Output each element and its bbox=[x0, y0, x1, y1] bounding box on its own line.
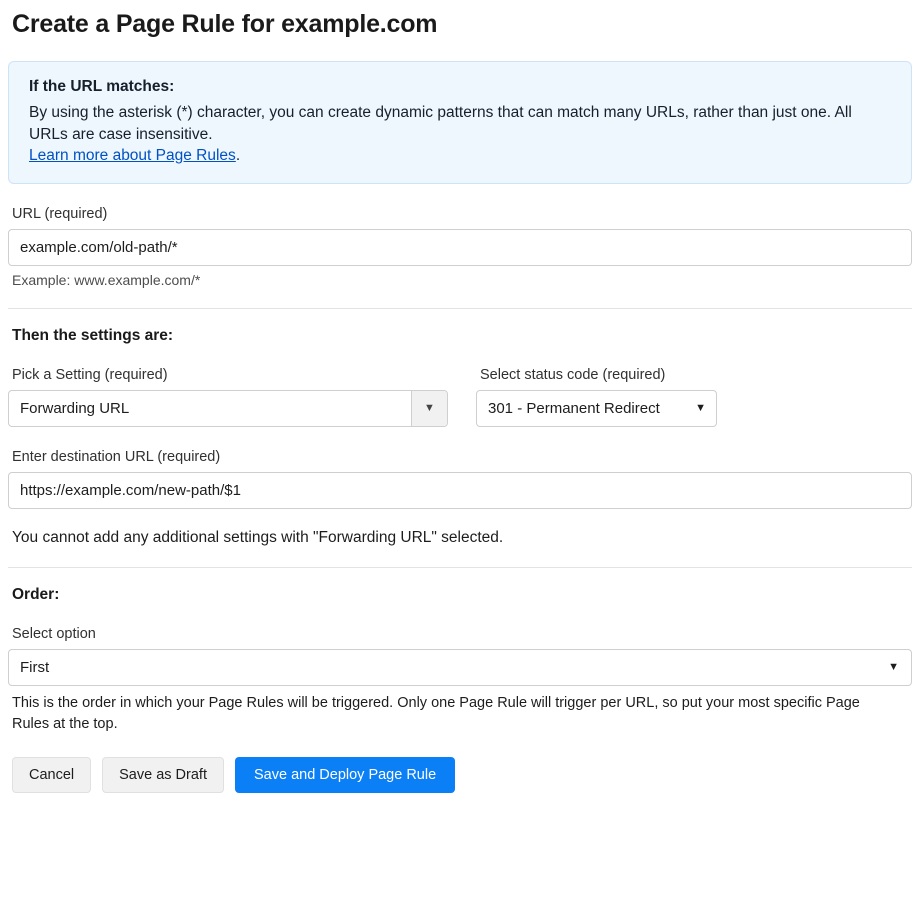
setting-column bbox=[8, 345, 448, 427]
url-example-hint: Example: www.example.com/* bbox=[12, 271, 201, 288]
destination-url-input[interactable]: https://example.com/new-path/$1 bbox=[8, 472, 912, 509]
pick-a-setting-value: Forwarding URL bbox=[20, 399, 130, 417]
order-select-value: First bbox=[20, 658, 50, 676]
order-select-label: Select option bbox=[12, 625, 96, 642]
settings-heading: Then the settings are: bbox=[12, 326, 174, 344]
chevron-down-icon: ▼ bbox=[888, 661, 899, 674]
cancel-button[interactable]: Cancel bbox=[12, 757, 91, 793]
url-match-callout bbox=[8, 61, 912, 184]
page-title: Create a Page Rule for example.com bbox=[12, 10, 438, 38]
save-and-deploy-button[interactable]: Save and Deploy Page Rule bbox=[235, 757, 455, 793]
callout-title: If the URL matches: bbox=[29, 78, 175, 95]
divider-order bbox=[8, 567, 912, 568]
status-code-select[interactable] bbox=[476, 390, 717, 427]
setting-label: Pick a Setting (required) bbox=[12, 366, 168, 383]
chevron-down-icon: ▼ bbox=[695, 402, 706, 415]
status-code-label: Select status code (required) bbox=[480, 366, 666, 383]
order-hint: This is the order in which your Page Rules will be triggered. Only one Page Rule will trigger per URL, so put your most specific Page Rules at the top. bbox=[12, 694, 860, 732]
url-field-label: URL (required) bbox=[12, 205, 108, 222]
url-input[interactable]: example.com/old-path/* bbox=[8, 229, 912, 266]
chevron-down-icon[interactable]: ▼ bbox=[411, 391, 447, 426]
divider-settings bbox=[8, 308, 912, 309]
settings-row bbox=[8, 345, 912, 427]
order-select[interactable] bbox=[8, 649, 912, 686]
save-as-draft-button[interactable]: Save as Draft bbox=[102, 757, 224, 793]
status-column bbox=[476, 345, 876, 427]
callout-link-suffix: . bbox=[235, 146, 241, 164]
order-heading: Order: bbox=[12, 585, 60, 603]
pick-a-setting-select[interactable] bbox=[8, 390, 448, 427]
form-actions bbox=[12, 757, 912, 793]
destination-url-label: Enter destination URL (required) bbox=[12, 448, 221, 465]
status-code-value: 301 - Permanent Redirect bbox=[488, 399, 660, 417]
callout-body: By using the asterisk (*) character, you can create dynamic patterns that can match many URLs, rather than just one. All URLs are case insensitive. bbox=[29, 104, 852, 144]
learn-more-link[interactable]: Learn more about Page Rules bbox=[29, 146, 236, 164]
forwarding-url-note: You cannot add any additional settings with "Forwarding URL" selected. bbox=[12, 528, 504, 546]
